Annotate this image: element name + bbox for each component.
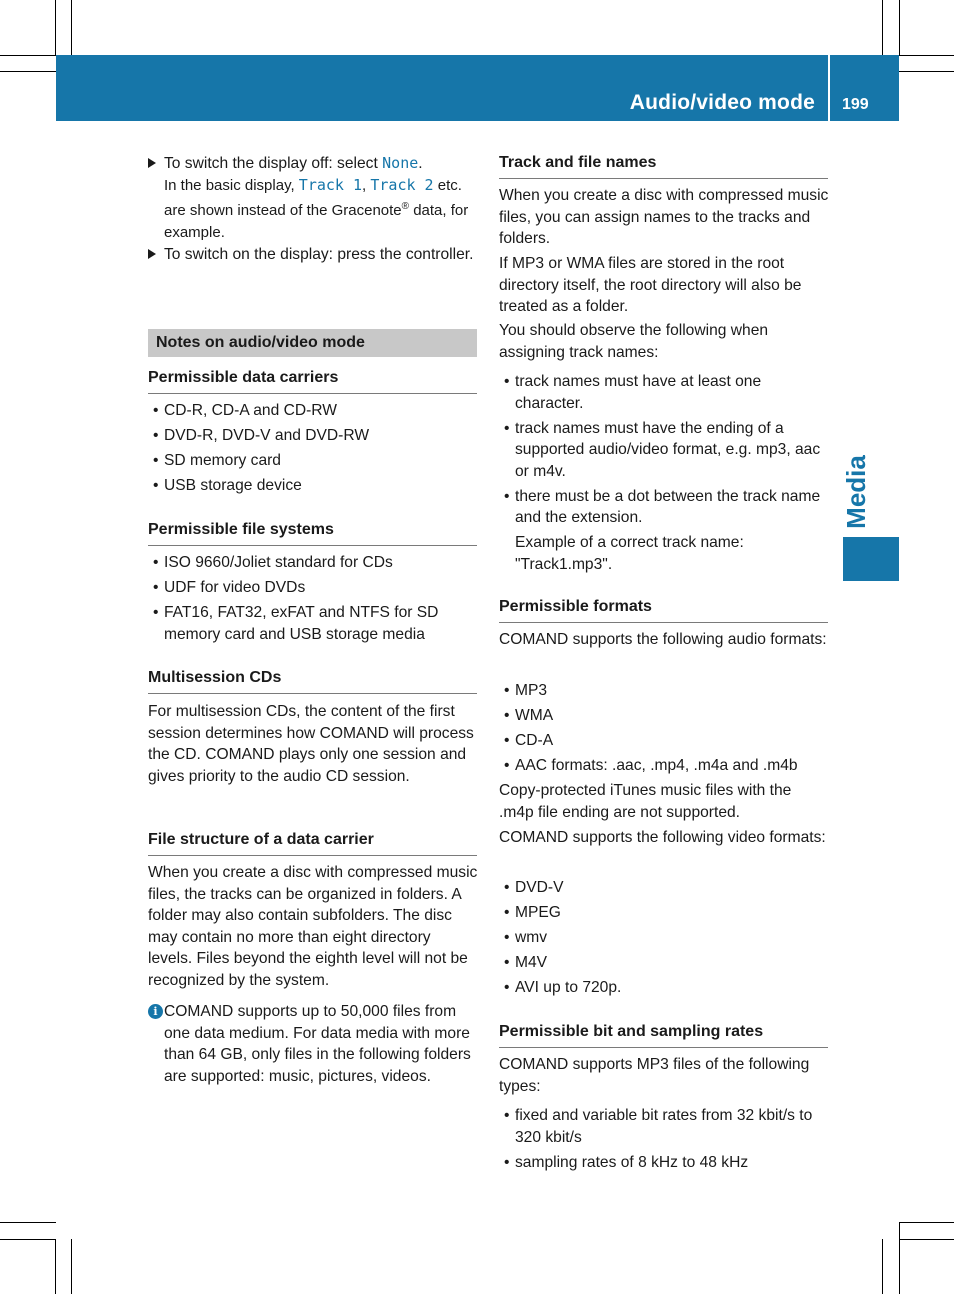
track-names-p1: When you create a disc with compressed music files, you can assign names to the tracks and folders. <box>499 187 829 247</box>
video-formats-list <box>499 877 829 1002</box>
info-icon: i <box>148 1004 163 1019</box>
subheading-data-carriers: Permissible data carriers <box>148 368 477 394</box>
copy-protected-note: Copy-protected iTunes music files with the .m4p file ending are not supported. <box>499 782 792 821</box>
crop-mark <box>0 71 56 72</box>
side-tab-label: Media <box>841 455 871 529</box>
crop-mark <box>899 1239 954 1240</box>
step-text: To switch on the display: press the controller. <box>164 246 474 263</box>
subheading-file-systems: Permissible file systems <box>148 520 477 546</box>
list-item: • WMA <box>499 705 829 727</box>
step-arrow-icon <box>148 249 156 259</box>
side-tab-marker <box>843 537 899 581</box>
subheading-file-structure: File structure of a data carrier <box>148 830 477 856</box>
section-title: Notes on audio/video mode <box>148 329 477 357</box>
list-item: • M4V <box>499 952 829 974</box>
crop-mark <box>0 55 56 56</box>
audio-formats-intro: COMAND supports the following audio formats: <box>499 631 827 648</box>
list-item: • ISO 9660/Joliet standard for CDs <box>148 552 478 574</box>
crop-mark <box>882 0 883 55</box>
crop-mark <box>899 1222 954 1223</box>
list-item: • fixed and variable bit rates from 32 kbit/s to 320 kbit/s <box>499 1105 829 1148</box>
list-item: • USB storage device <box>148 475 478 497</box>
track-names-list <box>499 371 829 579</box>
header-divider <box>828 55 830 121</box>
crop-mark <box>882 1239 883 1294</box>
crop-mark <box>71 0 72 55</box>
instruction-step <box>148 244 478 266</box>
video-formats-intro: COMAND supports the following video formats: <box>499 829 826 846</box>
crop-mark <box>0 1239 56 1240</box>
track-name-example: Example of a correct track name: "Track1.mp3". <box>515 534 744 573</box>
option-none: None <box>382 154 419 172</box>
list-item: • AVI up to 720p. <box>499 977 829 999</box>
crop-mark <box>55 1239 56 1294</box>
subheading-formats: Permissible formats <box>499 597 828 623</box>
list-item: • track names must have at least one character. <box>499 371 829 414</box>
list-item: • track names must have the ending of a supported audio/video format, e.g. mp3, aac or m4v. <box>499 418 829 483</box>
subheading-track-names: Track and file names <box>499 153 828 179</box>
subheading-rates: Permissible bit and sampling rates <box>499 1022 828 1048</box>
subheading-multisession: Multisession CDs <box>148 668 477 694</box>
info-text: COMAND supports up to 50,000 files from one data medium. For data media with more than 64 GB, only files in the following folders are supported: music, pictures, videos. <box>164 1003 471 1085</box>
list-item: • MPEG <box>499 902 829 924</box>
step-text: To switch the display off: select <box>164 155 383 172</box>
page-header <box>56 55 899 121</box>
option-track-2: Track 2 <box>370 175 434 194</box>
step-arrow-icon <box>148 158 156 168</box>
track-names-p2: If MP3 or WMA files are stored in the root directory itself, the root directory will also be treated as a folder. <box>499 255 802 315</box>
audio-formats-list <box>499 680 829 780</box>
list-item: • MP3 <box>499 680 829 702</box>
list-item: • AAC formats: .aac, .mp4, .m4a and .m4b <box>499 755 829 777</box>
list-item: • sampling rates of 8 kHz to 48 kHz <box>499 1152 829 1174</box>
crop-mark <box>71 1239 72 1294</box>
track-names-p3: You should observe the following when assigning track names: <box>499 322 769 361</box>
list-item: • wmv <box>499 927 829 949</box>
step-note: In the basic display, Track 1, Track 2 etc. are shown instead of the Gracenote® data, for example. <box>164 175 469 241</box>
crop-mark <box>55 0 56 55</box>
file-structure-text: When you create a disc with compressed music files, the tracks can be organized in folders. A folder may also contain subfolders. The disc may contain no more than eight directory levels. Files beyond the eighth level will not be recognized by the system. <box>148 864 478 989</box>
page-title: Audio/video mode <box>629 91 815 114</box>
filesystems-list <box>148 552 478 649</box>
instruction-step: To switch the display off: select None. In the basic display, Track 1, Track 2 etc. are shown instead of the Gracenote® data, for example. <box>148 153 478 243</box>
rates-intro: COMAND supports MP3 files of the following types: <box>499 1056 810 1095</box>
info-note <box>148 1001 478 1087</box>
crop-mark <box>0 1222 56 1223</box>
crop-mark <box>899 71 954 72</box>
option-track-1: Track 1 <box>298 175 363 194</box>
list-item: • CD-R, CD-A and CD-RW <box>148 400 478 422</box>
crop-mark <box>899 55 954 56</box>
list-item: • SD memory card <box>148 450 478 472</box>
multisession-text: For multisession CDs, the content of the first session determines how COMAND will process the CD. COMAND plays only one session and gives priority to the audio CD session. <box>148 703 474 785</box>
list-item: • FAT16, FAT32, exFAT and NTFS for SD memory card and USB storage media <box>148 602 478 645</box>
crop-mark <box>899 1222 900 1294</box>
list-item: • there must be a dot between the track name and the extension. Example of a correct track name: "Track1.mp3". <box>499 486 829 576</box>
crop-mark <box>899 0 900 55</box>
list-item: • DVD-V <box>499 877 829 899</box>
carriers-list <box>148 400 478 500</box>
list-item: • CD-A <box>499 730 829 752</box>
rates-list <box>499 1105 829 1177</box>
list-item: • UDF for video DVDs <box>148 577 478 599</box>
page-number: 199 <box>842 96 869 113</box>
list-item: • DVD-R, DVD-V and DVD-RW <box>148 425 478 447</box>
